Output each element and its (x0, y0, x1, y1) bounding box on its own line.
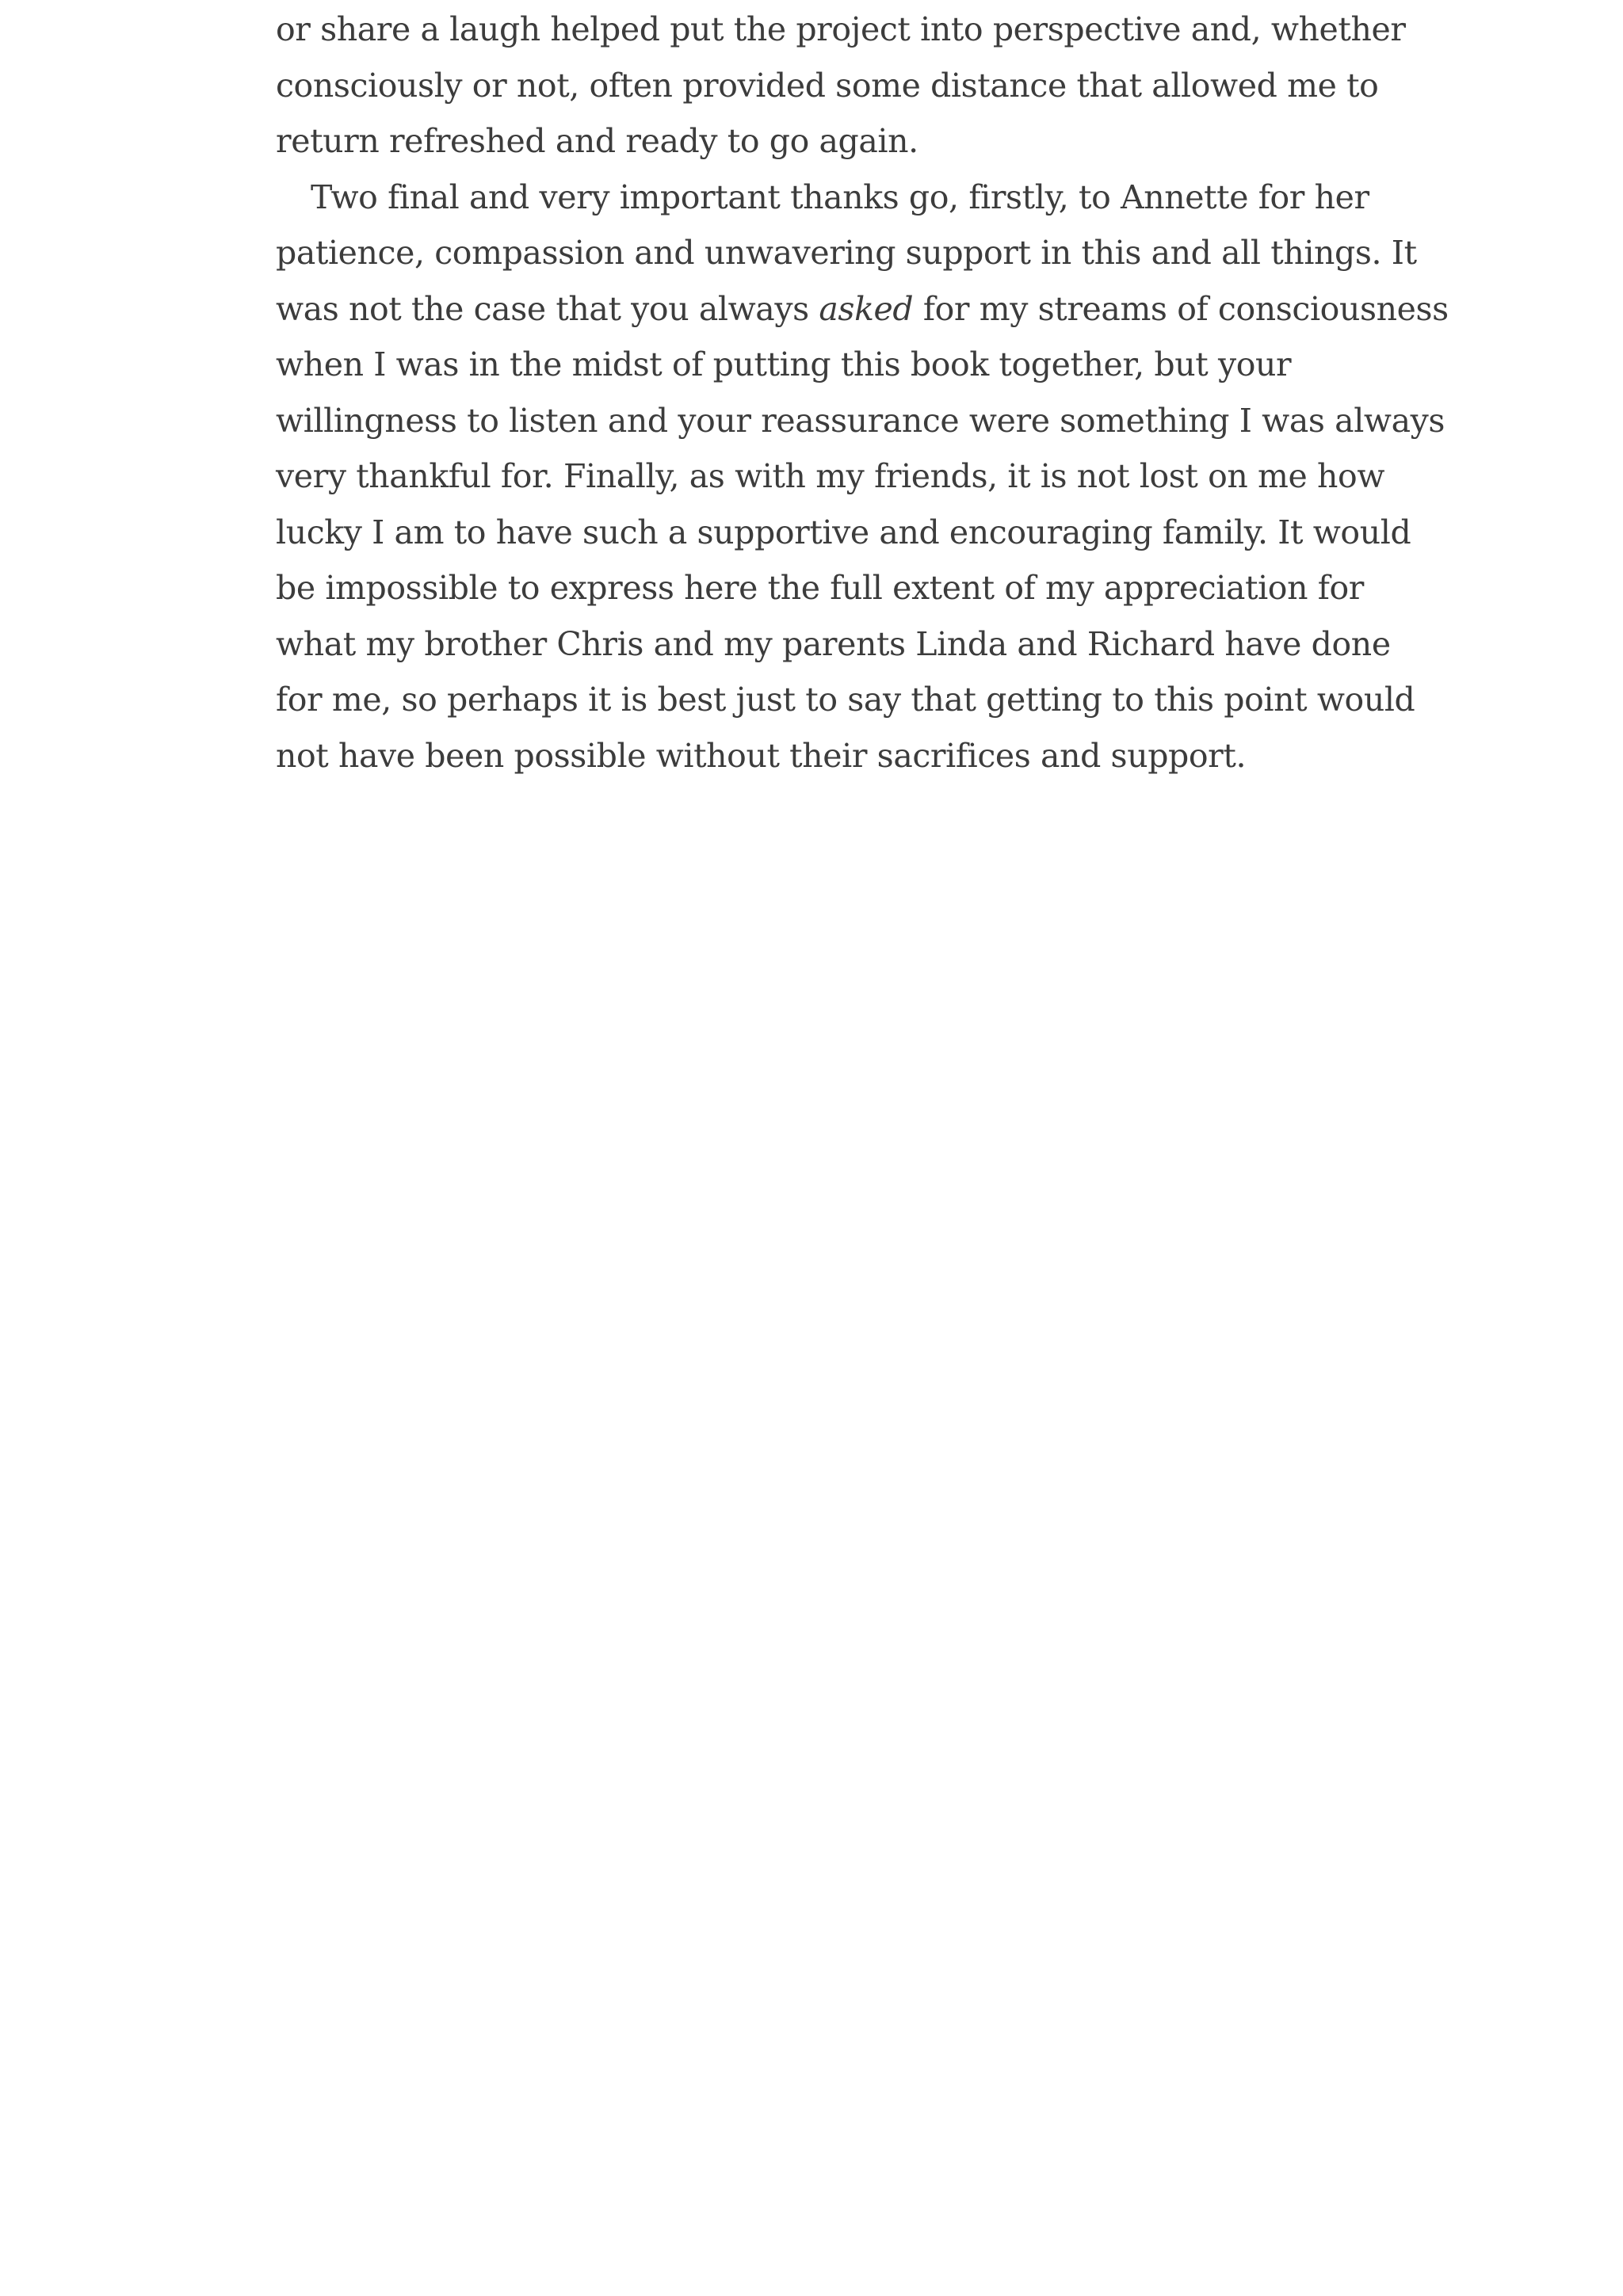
text-line-with-emphasis (276, 281, 1449, 338)
acknowledgements-text (276, 2, 1449, 784)
text-line: lucky I am to have such a supportive and encouraging family. It would (276, 513, 1411, 551)
text-line: willingness to listen and your reassurance were something I was always (276, 401, 1445, 440)
text-line: not have been possible without their sacrifices and support. (276, 736, 1247, 775)
text-line: what my brother Chris and my parents Linda and Richard have done (276, 624, 1391, 663)
text-line: when I was in the midst of putting this book together, but your (276, 345, 1292, 383)
emphasized-word: asked (819, 289, 914, 328)
text-line: return refreshed and ready to go again. (276, 122, 918, 160)
paragraph-final-thanks (276, 170, 1449, 784)
text-line: patience, compassion and unwavering support in this and all things. It (276, 234, 1417, 272)
text-fragment: was not the case that you always (276, 289, 819, 328)
paragraph-continued (276, 2, 1406, 170)
text-fragment: for my streams of consciousness (913, 289, 1449, 328)
text-line: for me, so perhaps it is best just to say that getting to this point would (276, 681, 1415, 719)
text-line: Two final and very important thanks go, firstly, to Annette for her (311, 177, 1369, 216)
text-line: very thankful for. Finally, as with my friends, it is not lost on me how (276, 457, 1385, 495)
text-line: or share a laugh helped put the project into perspective and, whether (276, 10, 1406, 48)
text-line: consciously or not, often provided some distance that allowed me to (276, 66, 1379, 105)
text-line: be impossible to express here the full extent of my appreciation for (276, 569, 1364, 607)
